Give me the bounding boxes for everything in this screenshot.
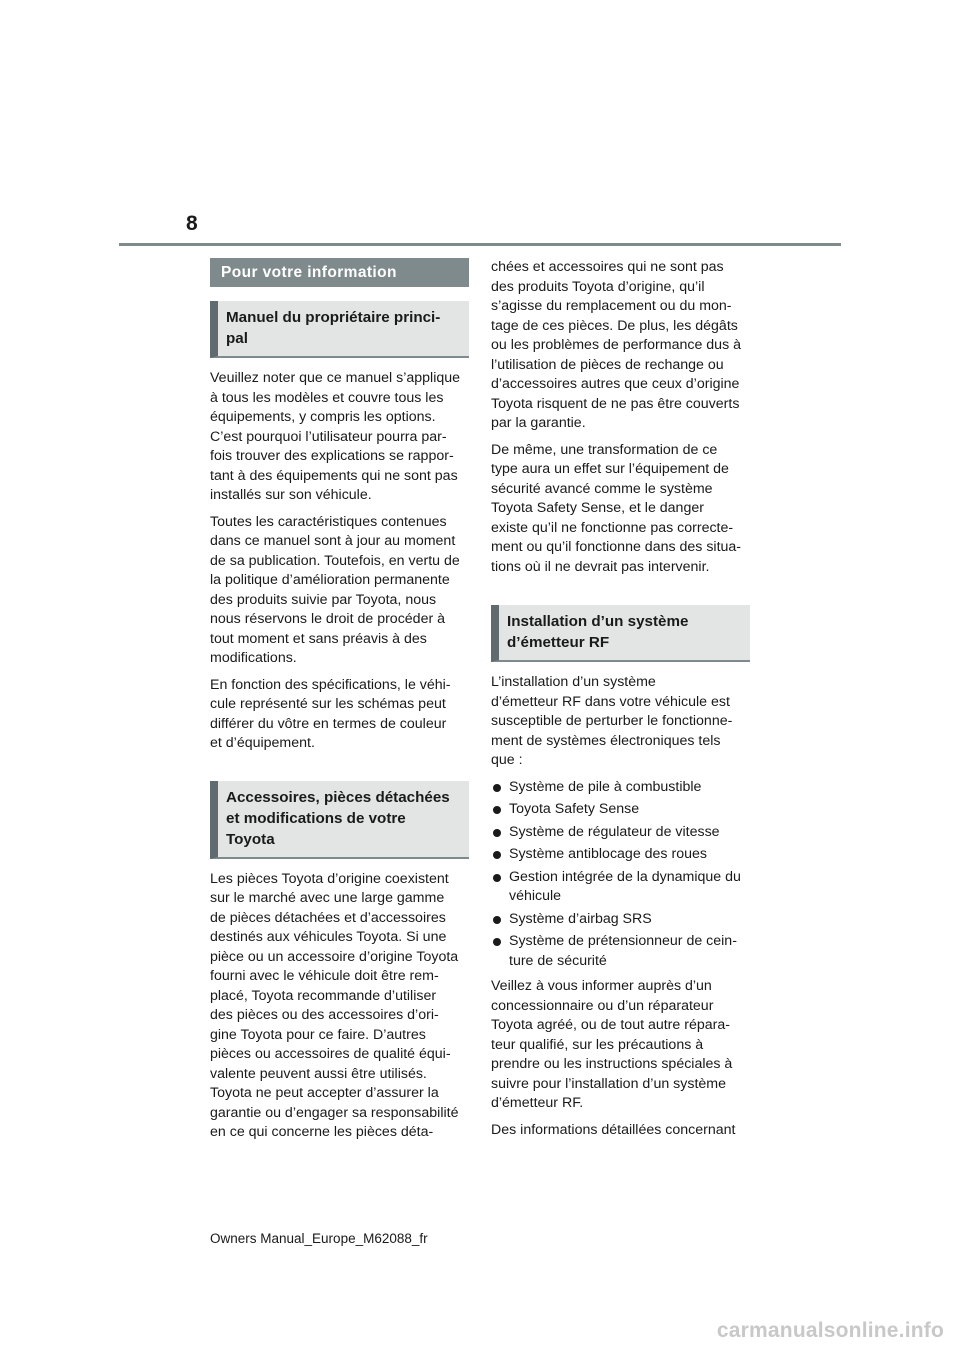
bullet-icon <box>493 916 501 924</box>
bullet-icon <box>493 851 501 859</box>
list-item <box>491 910 750 930</box>
list-item-text: Toyota Safety Sense <box>509 801 640 817</box>
right-column <box>491 258 750 1147</box>
list-item <box>491 778 750 798</box>
paragraph: chées et accessoires qui ne sont pas des produits Toyota d’origine, qu’il s’agisse du remplacement ou du mon- tage de ces pièces. De plus, les dégâts ou les problèmes de performance dus à l’utilisation de pièces de rechange ou d’accessoires autres que ceux d’origine Toyota risquent de ne pas être couverts par la garantie. <box>491 259 741 431</box>
paragraph: Toutes les caractéristiques contenues dans ce manuel sont à jour au moment de sa publication. Toutefois, en vertu de la politique d’amélioration permanente des produits suivie par Toyota, nous nous réservons le droit de procéder à tout moment et sans préavis à des modifications. <box>210 513 460 666</box>
paragraph: Veuillez noter que ce manuel s’applique à tous les modèles et couvre tous les équipements, y compris les options. C’est pourquoi l’utilisateur pourra par- fois trouver des explications se rappor- tant à des équipements qui ne sont pas installés sur son véhicule. <box>210 370 461 503</box>
systems-list <box>491 778 750 972</box>
list-item <box>491 868 750 907</box>
list-item-text: Système antiblocage des roues <box>509 846 707 862</box>
watermark: carmanualsonline.info <box>716 1319 944 1342</box>
bullet-icon <box>493 784 501 792</box>
paragraph: Les pièces Toyota d’origine coexistent sur le marché avec une large gamme de pièces détachées et d’accessoires destinés aux véhicules Toyota. Si une pièce ou un accessoire d’origine Toyota fourni avec le véhicule doit être rem- placé, Toyota recommande d’utiliser des pièces ou des accessoires d’ori- gine Toyota pour ce faire. D’autres pièces ou accessoires de qualité équi- valente peuvent aussi être utilisés. Toyota ne peut accepter d’assurer la garantie ou d’engager sa responsabilité en ce qui concerne les pièces déta- <box>210 870 459 1140</box>
subsection-title-rf-transmitter: Installation d’un système d’émetteur RF <box>491 605 750 662</box>
footer-doc-id: Owners Manual_Europe_M62088_fr <box>210 1231 428 1246</box>
subsection-title-owners-manual: Manuel du propriétaire princi- pal <box>210 301 469 358</box>
page-number: 8 <box>186 212 198 235</box>
paragraph: Veillez à vous informer auprès d’un concessionnaire ou d’un réparateur Toyota agréé, ou de tout autre répara- teur qualifié, sur les précautions à prendre ou les instructions spéciales à suivre pour l’installation d’un système d’émetteur RF. <box>491 978 733 1111</box>
bullet-icon <box>493 829 501 837</box>
paragraph: En fonction des spécifications, le véhi- cule représenté sur les schémas peut différer du vôtre en termes de couleur et d’équipement. <box>210 676 451 751</box>
bullet-icon <box>493 806 501 814</box>
subsection-title-accessories: Accessoires, pièces détachées et modifications de votre Toyota <box>210 781 469 859</box>
left-column <box>210 258 469 1150</box>
bullet-icon <box>493 938 501 946</box>
paragraph: De même, une transformation de ce type aura un effet sur l’équipement de sécurité avancé comme le système Toyota Safety Sense, et le danger existe qu’il ne fonctionne pas correcte- ment ou qu’il fonctionne dans des situa- tions où il ne devrait pas intervenir. <box>491 441 742 575</box>
paragraph: Des informations détaillées concernant <box>491 1121 736 1138</box>
list-item-text: Système de pile à combustible <box>509 778 702 795</box>
bullet-icon <box>493 874 501 882</box>
list-item <box>491 800 750 820</box>
list-item-text: Gestion intégrée de la dynamique du véhicule <box>509 868 741 904</box>
list-item-text: Système de régulateur de vitesse <box>509 823 720 840</box>
list-item <box>491 932 750 971</box>
section-title: Pour votre information <box>210 258 469 287</box>
list-item <box>491 823 750 843</box>
header-rule <box>119 243 841 246</box>
paragraph: L’installation d’un système d’émetteur RF dans votre véhicule est susceptible de perturber le fonctionne- ment de systèmes électroniques tels que : <box>491 674 733 768</box>
list-item <box>491 845 750 865</box>
list-item-text: Système d’airbag SRS <box>509 910 652 927</box>
list-item-text: Système de prétensionneur de cein- ture de sécurité <box>509 933 737 969</box>
